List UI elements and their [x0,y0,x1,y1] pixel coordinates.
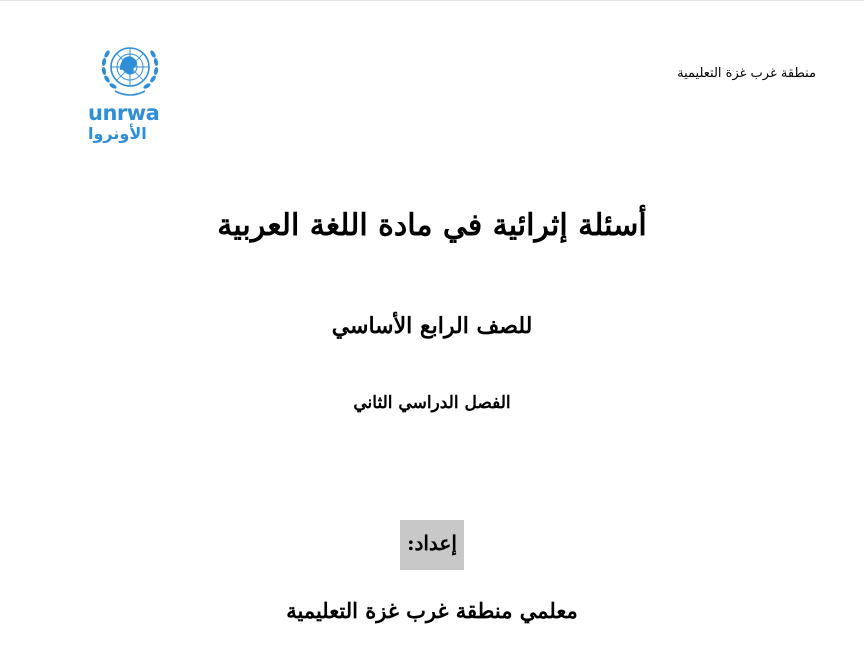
top-border-line [0,0,864,1]
education-region-label: منطقة غرب غزة التعليمية [677,66,816,81]
unrwa-logo [88,38,172,146]
grade-subtitle: للصف الرابع الأساسي [331,313,533,339]
unrwa-arabic-wordmark: الأونروا [88,124,147,143]
prepared-by-label: إعداد: [407,531,457,555]
authors-line: معلمي منطقة غرب غزة التعليمية [286,598,578,623]
term-subtitle: الفصل الدراسي الثاني [353,393,511,413]
document-title: أسئلة إثرائية في مادة اللغة العربية [217,208,647,243]
un-emblem-icon [88,38,172,102]
unrwa-latin-wordmark: unrwa [88,101,160,125]
